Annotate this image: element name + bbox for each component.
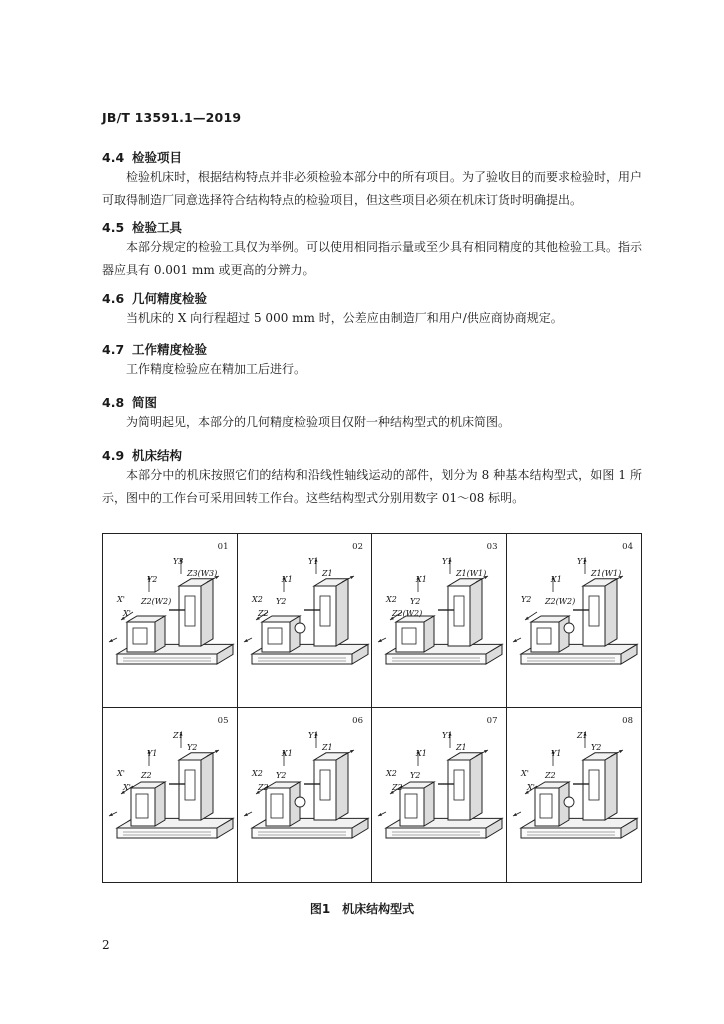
section-body-4-7: 工作精度检验应在精加工后进行。 — [126, 362, 307, 376]
section-title: 检验工具 — [132, 220, 183, 235]
section-number: 4.7 — [102, 342, 125, 357]
axis-label: X1 — [416, 575, 427, 584]
section-number: 4.5 — [102, 220, 125, 235]
axis-label: Y1 — [307, 731, 318, 740]
axis-label: Y3 — [173, 557, 184, 566]
axis-label: Z2 — [392, 783, 403, 792]
axis-label: Y2 — [520, 595, 531, 604]
panel-number: 08 — [622, 716, 633, 726]
axis-label: Z1(W1) — [456, 569, 487, 578]
axis-label: Z1(W1) — [590, 569, 621, 578]
axis-label: X1 — [416, 749, 427, 758]
machine-structure-figure — [102, 533, 642, 883]
figure-panel-06 — [238, 708, 373, 882]
axis-label: X' — [117, 769, 125, 778]
axis-label: Z1 — [456, 743, 467, 752]
axis-label: Y2 — [410, 597, 421, 606]
section-heading-4-6 — [102, 289, 207, 307]
section-number: 4.9 — [102, 448, 125, 463]
axis-label: X1 — [281, 749, 293, 758]
panel-number: 02 — [352, 542, 363, 552]
axis-label: X' — [123, 783, 131, 792]
machine-sketch-7 — [372, 708, 506, 882]
section-number: 4.4 — [102, 150, 125, 165]
figure-panel-04 — [507, 534, 642, 708]
axis-label: Z2 — [257, 783, 269, 792]
axis-label: Z2(W2) — [392, 609, 423, 618]
axis-label: Z2 — [141, 771, 152, 780]
axis-label: Z2 — [257, 609, 269, 618]
axis-label: Y1 — [576, 557, 587, 566]
section-body-4-6: 当机床的 X 向行程超过 5 000 mm 时，公差应由制造厂和用户/供应商协商规定。 — [126, 311, 563, 325]
machine-sketch-3 — [372, 534, 506, 708]
axis-label: Z3(W3) — [187, 569, 218, 578]
section-heading-4-7 — [102, 340, 207, 358]
panel-number: 01 — [217, 542, 229, 552]
page-number: 2 — [102, 938, 110, 952]
panel-number: 03 — [486, 542, 498, 552]
machine-sketch-5 — [103, 708, 237, 882]
section-heading-4-9 — [102, 446, 182, 464]
axis-label: Z2 — [544, 771, 556, 780]
axis-label: Y1 — [550, 749, 561, 758]
figure-panel-05 — [103, 708, 238, 882]
section-body-4-8: 为简明起见，本部分的几何精度检验项目仅附一种结构型式的机床简图。 — [126, 415, 511, 429]
figure-panel-07 — [372, 708, 507, 882]
axis-label: Z1 — [321, 743, 333, 752]
axis-label: X1 — [550, 575, 562, 584]
section-title: 几何精度检验 — [132, 291, 208, 306]
axis-label: Z2(W2) — [544, 597, 575, 606]
figure-panel-03 — [372, 534, 507, 708]
section-title: 工作精度检验 — [132, 342, 208, 357]
axis-label: Y1 — [147, 749, 158, 758]
axis-label: X1 — [281, 575, 293, 584]
axis-label: X' — [520, 769, 529, 778]
standard-code: JB/T 13591.1—2019 — [102, 110, 242, 125]
axis-label: Y2 — [275, 771, 286, 780]
axis-label: Y2 — [410, 771, 421, 780]
section-heading-4-8 — [102, 393, 157, 411]
section-heading-4-5 — [102, 218, 182, 236]
section-title: 检验项目 — [132, 150, 183, 165]
figure-panel-08 — [507, 708, 642, 882]
axis-label: X' — [123, 609, 131, 618]
figure-panel-01 — [103, 534, 238, 708]
axis-label: Y2 — [147, 575, 158, 584]
axis-label: Y2 — [590, 743, 601, 752]
machine-sketch-8 — [507, 708, 641, 882]
section-body-4-9: 本部分中的机床按照它们的结构和沿线性轴线运动的部件，划分为 8 种基本结构型式，如图 1 所示，图中的工作台可采用回转工作台。这些结构型式分别用数字 01～08 标明。 — [102, 468, 642, 505]
axis-label: Y1 — [307, 557, 318, 566]
machine-sketch-6 — [238, 708, 372, 882]
panel-number: 05 — [217, 716, 229, 726]
machine-sketch-1 — [103, 534, 237, 708]
panel-number: 06 — [352, 716, 363, 726]
axis-label: X2 — [251, 769, 263, 778]
axis-label: X' — [526, 783, 535, 792]
figure-caption: 图1 机床结构型式 — [309, 902, 415, 916]
section-number: 4.6 — [102, 291, 125, 306]
panel-number: 07 — [486, 716, 498, 726]
section-heading-4-4 — [102, 148, 182, 166]
figure-panel-02 — [238, 534, 373, 708]
section-title: 简图 — [132, 395, 158, 410]
axis-label: Z1 — [321, 569, 333, 578]
machine-sketch-2 — [238, 534, 372, 708]
axis-label: X2 — [251, 595, 263, 604]
axis-label: Z1 — [173, 731, 184, 740]
section-number: 4.8 — [102, 395, 125, 410]
axis-label: Y2 — [187, 743, 198, 752]
panel-number: 04 — [622, 542, 633, 552]
axis-label: Z2(W2) — [141, 597, 172, 606]
axis-label: Z1 — [576, 731, 588, 740]
axis-label: X' — [117, 595, 125, 604]
section-body-4-5: 本部分规定的检验工具仅为举例。可以使用相同指示量或至少具有相同精度的其他检验工具。指示器应具有 0.001 mm 或更高的分辨力。 — [102, 240, 643, 277]
section-title: 机床结构 — [132, 448, 183, 463]
axis-label: Y1 — [442, 731, 453, 740]
axis-label: X2 — [386, 769, 397, 778]
axis-label: X2 — [386, 595, 397, 604]
axis-label: Y1 — [442, 557, 453, 566]
machine-sketch-4 — [507, 534, 641, 708]
section-body-4-4: 检验机床时，根据结构特点并非必须检验本部分中的所有项目。为了验收目的而要求检验时，用户可取得制造厂同意选择符合结构特点的检验项目，但这些项目必须在机床订货时明确提出。 — [102, 170, 643, 207]
axis-label: Y2 — [275, 597, 286, 606]
